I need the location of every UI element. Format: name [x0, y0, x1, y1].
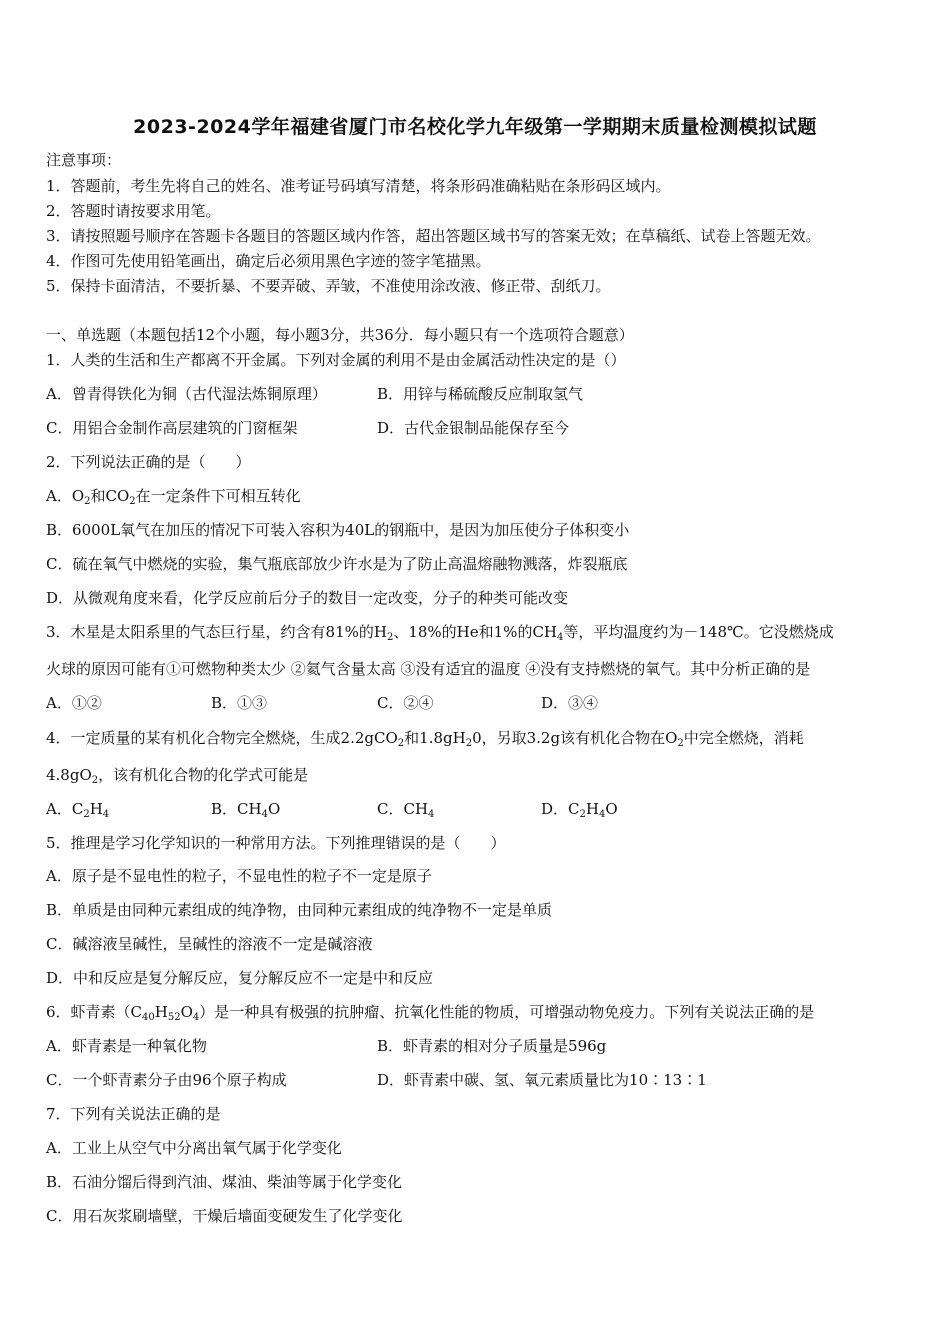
- q4-option-d: D．$C_2H_4O$: [541, 800, 618, 820]
- q7-stem: 7．下列有关说法正确的是: [46, 1105, 221, 1123]
- q2-option-c: C．硫在氧气中燃烧的实验，集气瓶底部放少许水是为了防止高温熔融物溅落，炸裂瓶底: [46, 555, 628, 573]
- q6-option-d: D．虾青素中碳、氢、氧元素质量比为10∶13∶1: [377, 1071, 707, 1089]
- q2-option-b: B．6000L氧气在加压的情况下可装入容积为40L的钢瓶中，是因为加压使分子体积变小: [46, 521, 630, 539]
- section-heading: 一、单选题（本题包括12个小题，每小题3分，共36分．每小题只有一个选项符合题意）: [46, 326, 634, 344]
- q6-option-a: A．虾青素是一种氧化物: [46, 1037, 207, 1055]
- q4-stem-line1: 4．一定质量的某有机化合物完全燃烧，生成2.2gCO$_2$和$1.8gH_20$，另取3.2g该有机化合物在$O_2$中完全燃烧，消耗: [46, 729, 804, 749]
- q5-option-d: D．中和反应是复分解反应，复分解反应不一定是中和反应: [46, 969, 434, 987]
- q3-option-c: C．②④: [377, 694, 434, 712]
- q1-option-a: A．曾青得铁化为铜（古代湿法炼铜原理）: [46, 385, 327, 403]
- q1-option-b: B．用锌与稀硫酸反应制取氢气: [377, 385, 584, 403]
- q3-stem-line2: 火球的原因可能有①可燃物种类太少 ②氦气含量太高 ③没有适宜的温度 ④没有支持燃烧的氧气。其中分析正确的是: [46, 660, 811, 678]
- q7-option-a: A．工业上从空气中分离出氧气属于化学变化: [46, 1139, 342, 1157]
- notice-item-3: 3．请按照题号顺序在答题卡各题目的答题区域内作答，超出答题区域书写的答案无效；在草稿纸、试卷上答题无效。: [46, 227, 821, 245]
- q1-option-d: D．古代金银制品能保存至今: [377, 419, 570, 437]
- q3-option-d: D．③④: [541, 694, 599, 712]
- q2-option-d: D．从微观角度来看，化学反应前后分子的数目一定改变，分子的种类可能改变: [46, 589, 569, 607]
- notice-item-1: 1．答题前，考生先将自己的姓名、准考证号码填写清楚，将条形码准确粘贴在条形码区域内。: [46, 177, 671, 195]
- q5-option-c: C．碱溶液呈碱性，呈碱性的溶液不一定是碱溶液: [46, 935, 373, 953]
- q2-stem: 2．下列说法正确的是（ ）: [46, 453, 251, 471]
- q2-option-a: A．$O_2$和$CO_2$在一定条件下可相互转化: [46, 487, 301, 507]
- q3-stem-line1: 3．木星是太阳系里的气态巨行星，约含有81%的$H_2$、18%的He和1%的$CH_4$等，平均温度约为－148℃。它没燃烧成: [46, 623, 834, 643]
- notice-item-4: 4．作图可先使用铅笔画出，确定后必须用黑色字迹的签字笔描黑。: [46, 252, 491, 270]
- q6-stem: 6．虾青素$(C_{40}H_{52}O_4)$是一种具有极强的抗肿瘤、抗氧化性能的物质，可增强动物免疫力。下列有关说法正确的是: [46, 1003, 815, 1023]
- notice-item-5: 5．保持卡面清洁，不要折暴、不要弄破、弄皱，不准使用涂改液、修正带、刮纸刀。: [46, 277, 611, 295]
- q4-option-c: C．$CH_4$: [377, 800, 435, 820]
- q5-stem: 5．推理是学习化学知识的一种常用方法。下列推理错误的是（ ）: [46, 834, 506, 852]
- q3-option-a: A．①②: [46, 694, 102, 712]
- q7-option-c: C．用石灰浆刷墙壁，干燥后墙面变硬发生了化学变化: [46, 1207, 403, 1225]
- q1-option-c: C．用铝合金制作高层建筑的门窗框架: [46, 419, 298, 437]
- q6-option-c: C．一个虾青素分子由96个原子构成: [46, 1071, 287, 1089]
- q4-option-a: A．$C_2H_4$: [46, 800, 110, 820]
- q3-option-b: B．①③: [211, 694, 268, 712]
- q4-stem-line2: $4.8gO_2$，该有机化合物的化学式可能是: [46, 766, 309, 786]
- page-title: 2023-2024学年福建省厦门市名校化学九年级第一学期期末质量检测模拟试题: [133, 116, 817, 138]
- q1-stem: 1．人类的生活和生产都离不开金属。下列对金属的利用不是由金属活动性决定的是（）: [46, 351, 626, 369]
- q5-option-b: B．单质是由同种元素组成的纯净物，由同种元素组成的纯净物不一定是单质: [46, 901, 553, 919]
- notice-heading: 注意事项：: [46, 151, 122, 169]
- q7-option-b: B．石油分馏后得到汽油、煤油、柴油等属于化学变化: [46, 1173, 403, 1191]
- notice-item-2: 2．答题时请按要求用笔。: [46, 202, 221, 220]
- q6-option-b: B．虾青素的相对分子质量是596g: [377, 1037, 607, 1055]
- q4-option-b: B．$CH_4O$: [211, 800, 281, 820]
- q5-option-a: A．原子是不显电性的粒子，不显电性的粒子不一定是原子: [46, 867, 432, 885]
